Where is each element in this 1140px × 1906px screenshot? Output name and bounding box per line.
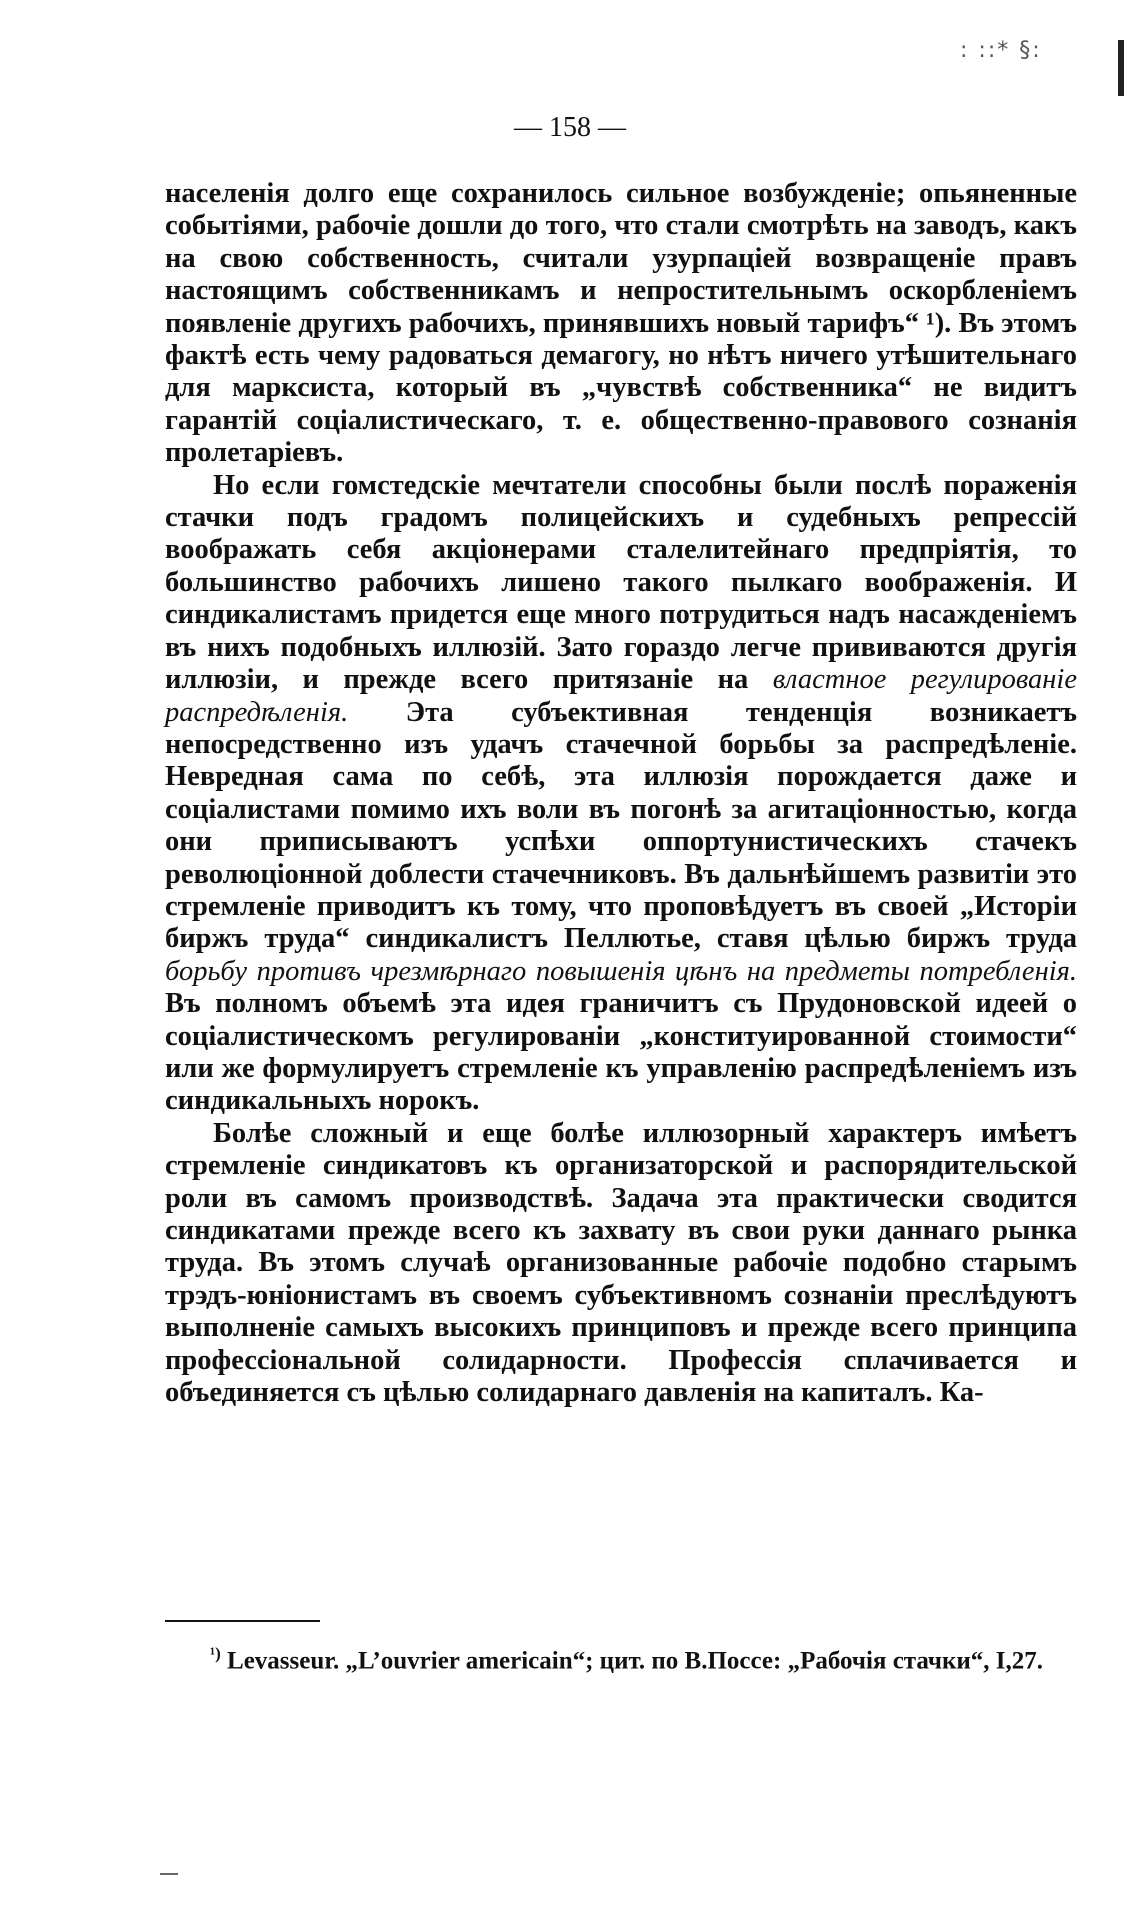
italic-phrase-struggle: борьбу противъ чрезмѣрнаго повышенія цѣнъ на предметы потребленія. — [165, 955, 1077, 987]
footnote-divider — [165, 1620, 320, 1622]
footnote-marker: ¹) — [210, 1644, 221, 1663]
paragraph-2 — [165, 470, 1077, 1118]
footnote-text: Levasseur. „L’ouvrier americain“; цит. по В.Поссе: „Рабочія стачки“, I,27. — [220, 1647, 1044, 1675]
paragraph-1: населенія долго еще сохранилось сильное возбужденіе; опьяненные событіями, рабочіе дошли до того, что стали смотрѣть на заводъ, какъ на свою собственность, считали узурпаціей возвращеніе правъ настоящимъ собственникамъ и непростительнымъ оскорбленіемъ появленіе другихъ рабочихъ, принявшихъ новый тарифъ“ ¹). Въ этомъ фактѣ есть чему радоваться демагогу, но нѣтъ ничего утѣшительнаго для марксиста, который въ „чувствѣ собственника“ не видитъ гарантій соціалистическаго, т. е. общественно-правового сознанія пролетаріевъ. — [165, 178, 1077, 469]
paragraph-2-part-b: Эта субъективная тенденція возникаетъ непосредственно изъ удачъ стачечной борьбы за распредѣленіе. Невредная сама по себѣ, эта иллюзія порождается даже и соціалистами помимо ихъ воли въ погонѣ за агитаціонностью, когда они приписываютъ успѣхи оппортунистическихъ стачекъ революціонной доблести стачечниковъ. Въ дальнѣйшемъ развитіи это стремленіе приводитъ къ тому, что проповѣдуетъ въ своей „Исторіи биржъ труда“ синдикалистъ Пеллютье, ставя цѣлью биржъ труда — [165, 696, 1077, 955]
footnote — [210, 1638, 1080, 1677]
paragraph-2-part-c: Въ полномъ объемѣ эта идея граничитъ съ Прудоновской идеей о соціалистическомъ регулированіи „конституированной стоимости“ или же формулируетъ стремленіе къ управленію распредѣленіемъ изъ синдикальныхъ норокъ. — [165, 988, 1077, 1117]
main-text — [165, 178, 1077, 1409]
corner-mark — [160, 1873, 178, 1875]
page-number: — 158 — — [514, 112, 626, 143]
paragraph-3: Болѣе сложный и еще болѣе иллюзорный характеръ имѣетъ стремленіе синдикатовъ къ организаторской и распорядительской роли въ самомъ производствѣ. Задача эта практически сводится синдикатами прежде всего къ захвату въ свои руки даннаго рынка труда. Въ этомъ случаѣ организованные рабочіе подобно старымъ трэдъ-юніонистамъ въ своемъ субъективномъ сознаніи преслѣдуютъ выполненіе самыхъ высокихъ принциповъ и прежде всего принципа профессіональной солидарности. Профессія сплачивается и объединяется съ цѣлью солидарнаго давленія на капиталъ. Ка- — [165, 1117, 1077, 1409]
italic-phrase-regulation: властное регулированіе распредѣленія. — [165, 664, 1077, 728]
page-edge-mark — [1118, 40, 1124, 96]
library-stamp-mark: : ::* §: — [960, 38, 1042, 63]
paragraph-2-part-a: Но если гомстедскіе мечтатели способны были послѣ пораженія стачки подъ градомъ полицейскихъ и судебныхъ репрессій воображать себя акціонерами сталелитейнаго предпріятія, то большинство рабочихъ лишено такого пылкаго воображенія. И синдикалистамъ придется еще много потрудиться надъ насажденіемъ въ нихъ подобныхъ иллюзій. Зато гораздо легче прививаются другія иллюзіи, и прежде всего притязаніе на — [165, 469, 1077, 696]
